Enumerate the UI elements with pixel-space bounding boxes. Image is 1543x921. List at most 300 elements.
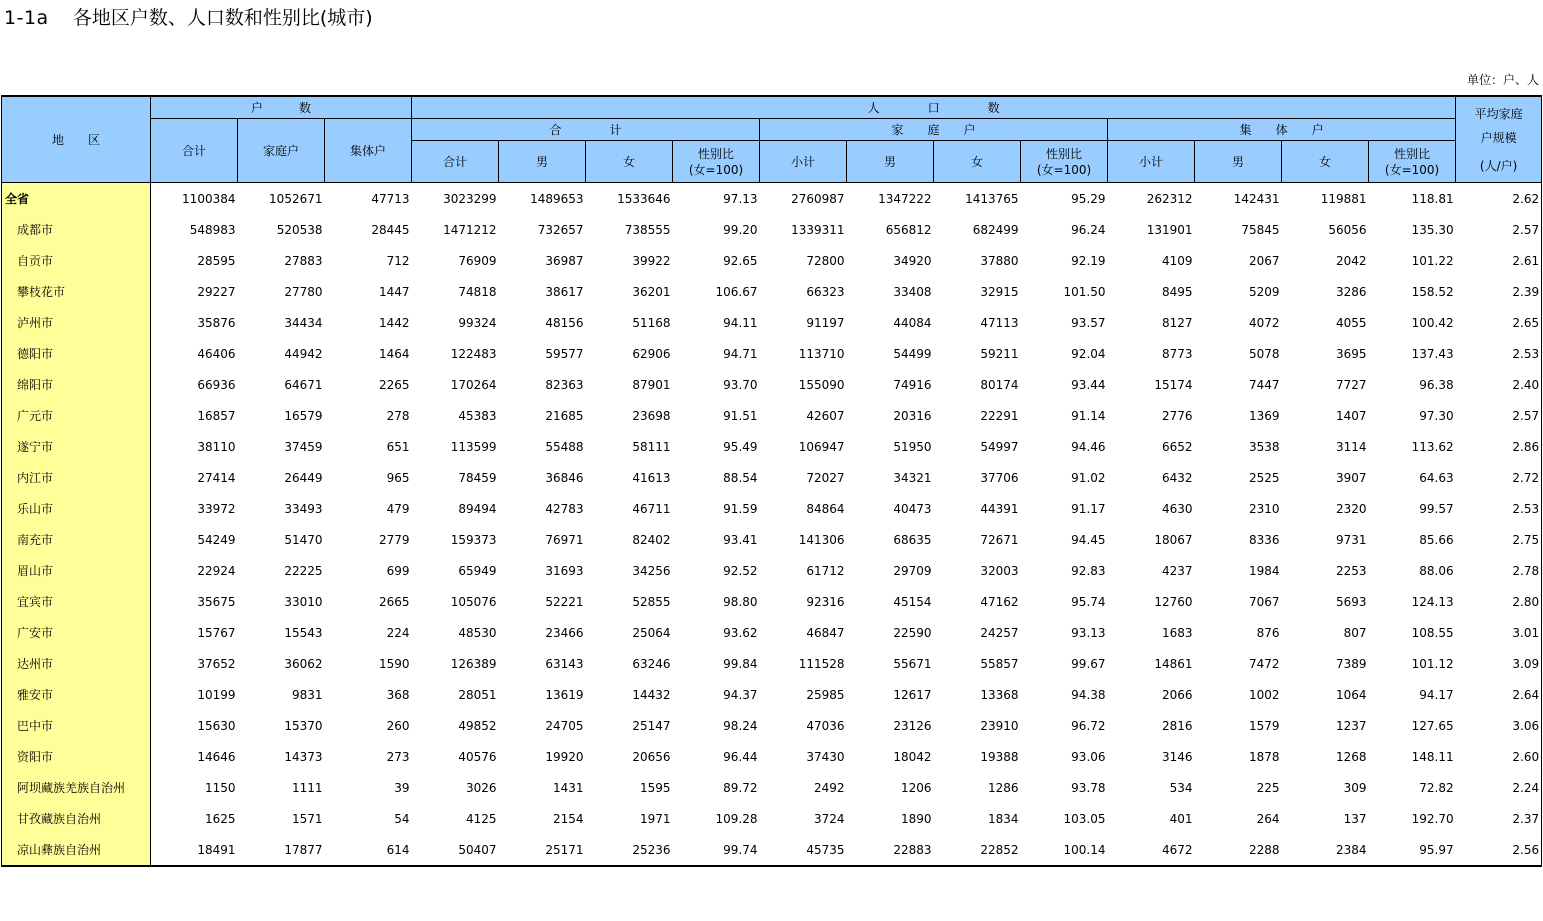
data-cell: 99324 xyxy=(458,315,497,330)
data-cell: 25064 xyxy=(632,625,671,640)
data-cell: 2.75 xyxy=(1456,524,1542,555)
data-cell: 34321 xyxy=(893,470,932,485)
data-cell: 2779 xyxy=(378,532,410,547)
data-cell: 38110 xyxy=(197,439,236,454)
data-cell: 656812 xyxy=(885,222,932,237)
data-cell: 3146 xyxy=(1161,749,1193,764)
data-cell: 38617 xyxy=(545,284,584,299)
data-cell: 87901 xyxy=(632,377,671,392)
data-cell: 651 xyxy=(386,439,410,454)
data-cell: 1971 xyxy=(639,811,671,826)
data-cell: 47713 xyxy=(371,191,410,206)
data-cell: 6652 xyxy=(1161,439,1193,454)
table-row xyxy=(2,400,1542,431)
data-cell: 5209 xyxy=(1248,284,1280,299)
data-cell: 22924 xyxy=(197,563,236,578)
data-cell: 2.56 xyxy=(1456,834,1542,866)
region-name-cell: 凉山彝族自治州 xyxy=(2,834,151,866)
data-cell: 94.17 xyxy=(1419,687,1454,702)
data-cell: 93.13 xyxy=(1071,625,1106,640)
data-cell: 105076 xyxy=(450,594,497,609)
data-cell: 262312 xyxy=(1146,191,1193,206)
table-row xyxy=(2,214,1542,245)
data-cell: 22291 xyxy=(980,408,1019,423)
data-cell: 3724 xyxy=(813,811,845,826)
data-cell: 2.86 xyxy=(1456,431,1542,462)
data-cell: 3907 xyxy=(1335,470,1367,485)
table-title: 各地区户数、人口数和性别比(城市) xyxy=(72,7,373,29)
unit-label: 单位：户、人 xyxy=(1466,73,1539,87)
data-cell: 101.50 xyxy=(1063,284,1106,299)
table-row xyxy=(2,741,1542,772)
data-cell: 72027 xyxy=(806,470,845,485)
data-cell: 49852 xyxy=(458,718,497,733)
data-cell: 2.37 xyxy=(1456,803,1542,834)
data-cell: 99.67 xyxy=(1071,656,1106,671)
data-cell: 27780 xyxy=(284,284,323,299)
data-cell: 712 xyxy=(386,253,410,268)
data-cell: 61712 xyxy=(806,563,845,578)
data-cell: 158.52 xyxy=(1411,284,1454,299)
header-sex-ratio-note: (女=100) xyxy=(1384,162,1440,177)
data-cell: 34920 xyxy=(893,253,932,268)
table-row xyxy=(2,245,1542,276)
data-cell: 42607 xyxy=(806,408,845,423)
data-cell: 54249 xyxy=(197,532,236,547)
page-title xyxy=(4,6,373,30)
data-cell: 92.04 xyxy=(1071,346,1106,361)
data-cell: 2776 xyxy=(1161,408,1193,423)
data-cell: 1413765 xyxy=(965,191,1019,206)
data-cell: 51168 xyxy=(632,315,671,330)
data-cell: 876 xyxy=(1256,625,1280,640)
data-cell: 96.72 xyxy=(1071,718,1106,733)
data-cell: 1834 xyxy=(987,811,1019,826)
data-cell: 3114 xyxy=(1335,439,1367,454)
data-cell: 15370 xyxy=(284,718,323,733)
data-cell: 106947 xyxy=(798,439,845,454)
data-cell: 23698 xyxy=(632,408,671,423)
data-cell: 40576 xyxy=(458,749,497,764)
data-cell: 534 xyxy=(1169,780,1193,795)
header-male: 男 xyxy=(847,141,934,183)
data-cell: 33972 xyxy=(197,501,236,516)
data-cell: 58111 xyxy=(632,439,671,454)
header-avg-mid: 户规模 xyxy=(1480,130,1517,145)
data-cell: 109.28 xyxy=(715,811,758,826)
data-cell: 8773 xyxy=(1161,346,1193,361)
region-name-cell: 广安市 xyxy=(2,617,151,648)
data-cell: 5693 xyxy=(1335,594,1367,609)
data-cell: 37880 xyxy=(980,253,1019,268)
data-cell: 33493 xyxy=(284,501,323,516)
data-cell: 7067 xyxy=(1248,594,1280,609)
data-cell: 14373 xyxy=(284,749,323,764)
data-cell: 25236 xyxy=(586,834,673,866)
data-cell: 4630 xyxy=(1161,501,1193,516)
data-cell: 34256 xyxy=(632,563,671,578)
data-cell: 80174 xyxy=(980,377,1019,392)
data-cell: 88.54 xyxy=(723,470,758,485)
table-row-total xyxy=(2,183,1542,215)
data-cell: 19920 xyxy=(545,749,584,764)
data-cell: 131901 xyxy=(1146,222,1193,237)
data-cell: 1286 xyxy=(987,780,1019,795)
data-cell: 1431 xyxy=(552,780,584,795)
data-cell: 72.82 xyxy=(1419,780,1454,795)
table-row xyxy=(2,710,1542,741)
data-cell: 9731 xyxy=(1335,532,1367,547)
data-cell: 1100384 xyxy=(182,191,236,206)
data-cell: 3695 xyxy=(1335,346,1367,361)
data-cell: 124.13 xyxy=(1411,594,1454,609)
data-cell: 108.55 xyxy=(1411,625,1454,640)
data-cell: 27883 xyxy=(284,253,323,268)
data-cell: 89494 xyxy=(458,501,497,516)
data-cell: 4055 xyxy=(1335,315,1367,330)
data-cell: 101.22 xyxy=(1411,253,1454,268)
data-cell: 1878 xyxy=(1248,749,1280,764)
data-cell: 2.62 xyxy=(1456,183,1542,215)
data-cell: 52221 xyxy=(545,594,584,609)
data-cell: 51950 xyxy=(893,439,932,454)
data-cell: 36062 xyxy=(284,656,323,671)
data-cell: 141306 xyxy=(798,532,845,547)
data-cell: 7727 xyxy=(1335,377,1367,392)
header-female: 女 xyxy=(586,141,673,183)
data-cell: 91.02 xyxy=(1071,470,1106,485)
data-cell: 12617 xyxy=(893,687,932,702)
data-cell: 91197 xyxy=(806,315,845,330)
data-cell: 44942 xyxy=(284,346,323,361)
data-cell: 1052671 xyxy=(269,191,323,206)
data-cell: 2310 xyxy=(1248,501,1280,516)
data-cell: 520538 xyxy=(276,222,323,237)
header-sex-ratio xyxy=(1021,141,1108,183)
data-cell: 99.20 xyxy=(723,222,758,237)
data-cell: 96.24 xyxy=(1071,222,1106,237)
region-name-cell: 绵阳市 xyxy=(2,369,151,400)
data-cell: 4672 xyxy=(1108,834,1195,866)
data-cell: 965 xyxy=(386,470,410,485)
data-cell: 1339311 xyxy=(791,222,845,237)
data-cell: 75845 xyxy=(1241,222,1280,237)
data-cell: 28595 xyxy=(197,253,236,268)
data-cell: 32915 xyxy=(980,284,1019,299)
data-cell: 1579 xyxy=(1248,718,1280,733)
table-row xyxy=(2,586,1542,617)
header-region: 地 区 xyxy=(2,96,151,183)
data-cell: 24705 xyxy=(545,718,584,733)
data-cell: 2.72 xyxy=(1456,462,1542,493)
data-cell: 1206 xyxy=(900,780,932,795)
data-cell: 135.30 xyxy=(1411,222,1454,237)
data-cell: 72800 xyxy=(806,253,845,268)
data-cell: 2816 xyxy=(1161,718,1193,733)
data-cell: 2384 xyxy=(1282,834,1369,866)
data-cell: 96.38 xyxy=(1419,377,1454,392)
region-name-cell: 全省 xyxy=(2,183,151,215)
data-cell: 1984 xyxy=(1248,563,1280,578)
data-cell: 3.09 xyxy=(1456,648,1542,679)
data-cell: 1683 xyxy=(1161,625,1193,640)
header-population: 人 口 数 xyxy=(412,96,1456,119)
data-cell: 2320 xyxy=(1335,501,1367,516)
region-name-cell: 阿坝藏族羌族自治州 xyxy=(2,772,151,803)
data-cell: 4072 xyxy=(1248,315,1280,330)
data-cell: 2253 xyxy=(1335,563,1367,578)
data-cell: 55671 xyxy=(893,656,932,671)
region-name-cell: 德阳市 xyxy=(2,338,151,369)
data-cell: 33408 xyxy=(893,284,932,299)
header-hh-total: 合计 xyxy=(151,119,238,183)
data-cell: 2066 xyxy=(1161,687,1193,702)
data-cell: 401 xyxy=(1169,811,1193,826)
table-row xyxy=(2,679,1542,710)
data-cell: 51470 xyxy=(284,532,323,547)
data-cell: 91.59 xyxy=(723,501,758,516)
data-cell: 36987 xyxy=(545,253,584,268)
region-name-cell: 宜宾市 xyxy=(2,586,151,617)
data-cell: 1447 xyxy=(378,284,410,299)
data-cell: 22225 xyxy=(284,563,323,578)
data-cell: 8495 xyxy=(1161,284,1193,299)
data-cell: 93.06 xyxy=(1071,749,1106,764)
data-cell: 76971 xyxy=(545,532,584,547)
data-cell: 54499 xyxy=(893,346,932,361)
data-cell: 6432 xyxy=(1161,470,1193,485)
data-cell: 18042 xyxy=(893,749,932,764)
table-row xyxy=(2,555,1542,586)
data-cell: 2.80 xyxy=(1456,586,1542,617)
data-cell: 103.05 xyxy=(1063,811,1106,826)
header-avg-unit: (人/户) xyxy=(1479,158,1518,173)
data-cell: 22852 xyxy=(934,834,1021,866)
data-cell: 55488 xyxy=(545,439,584,454)
data-cell: 100.14 xyxy=(1021,834,1108,866)
data-cell: 4109 xyxy=(1161,253,1193,268)
table-row xyxy=(2,307,1542,338)
data-cell: 72671 xyxy=(980,532,1019,547)
data-cell: 14646 xyxy=(197,749,236,764)
data-cell: 94.38 xyxy=(1071,687,1106,702)
data-cell: 54 xyxy=(394,811,410,826)
data-cell: 92.83 xyxy=(1071,563,1106,578)
data-cell: 8336 xyxy=(1248,532,1280,547)
region-name-cell: 甘孜藏族自治州 xyxy=(2,803,151,834)
data-cell: 126389 xyxy=(450,656,497,671)
data-cell: 699 xyxy=(386,563,410,578)
data-cell: 88.06 xyxy=(1419,563,1454,578)
data-cell: 22883 xyxy=(847,834,934,866)
header-female: 女 xyxy=(934,141,1021,183)
header-subtotal: 小计 xyxy=(1108,141,1195,183)
data-cell: 15174 xyxy=(1154,377,1193,392)
data-cell: 23126 xyxy=(893,718,932,733)
data-cell: 23910 xyxy=(980,718,1019,733)
data-cell: 37706 xyxy=(980,470,1019,485)
data-cell: 82402 xyxy=(632,532,671,547)
data-cell: 40473 xyxy=(893,501,932,516)
header-sex-ratio-label: 性别比 xyxy=(698,146,735,161)
table-row xyxy=(2,617,1542,648)
data-cell: 142431 xyxy=(1233,191,1280,206)
data-cell: 37459 xyxy=(284,439,323,454)
header-male: 男 xyxy=(1195,141,1282,183)
data-cell: 54997 xyxy=(980,439,1019,454)
data-cell: 2.78 xyxy=(1456,555,1542,586)
data-cell: 25985 xyxy=(806,687,845,702)
data-cell: 94.45 xyxy=(1071,532,1106,547)
data-cell: 74916 xyxy=(893,377,932,392)
data-cell: 32003 xyxy=(980,563,1019,578)
table-code: 1-1a xyxy=(4,7,49,29)
data-cell: 4237 xyxy=(1161,563,1193,578)
data-cell: 682499 xyxy=(972,222,1019,237)
data-cell: 34434 xyxy=(284,315,323,330)
data-cell: 62906 xyxy=(632,346,671,361)
data-cell: 28445 xyxy=(371,222,410,237)
data-cell: 95.29 xyxy=(1071,191,1106,206)
header-hh-collective: 集体户 xyxy=(325,119,412,183)
data-cell: 1625 xyxy=(204,811,236,826)
data-cell: 3026 xyxy=(465,780,497,795)
data-cell: 36201 xyxy=(632,284,671,299)
data-cell: 2067 xyxy=(1248,253,1280,268)
table-row xyxy=(2,524,1542,555)
data-cell: 2.53 xyxy=(1456,493,1542,524)
data-cell: 16857 xyxy=(197,408,236,423)
table-row xyxy=(2,493,1542,524)
data-cell: 2.39 xyxy=(1456,276,1542,307)
data-cell: 66936 xyxy=(197,377,236,392)
table-row xyxy=(2,834,1542,866)
data-cell: 1064 xyxy=(1335,687,1367,702)
table-row xyxy=(2,338,1542,369)
data-cell: 78459 xyxy=(458,470,497,485)
data-cell: 24257 xyxy=(980,625,1019,640)
data-cell: 23466 xyxy=(545,625,584,640)
data-cell: 95.97 xyxy=(1369,834,1456,866)
data-cell: 64671 xyxy=(284,377,323,392)
data-cell: 7389 xyxy=(1335,656,1367,671)
data-cell: 225 xyxy=(1256,780,1280,795)
data-cell: 2492 xyxy=(813,780,845,795)
data-cell: 3286 xyxy=(1335,284,1367,299)
data-cell: 95.49 xyxy=(723,439,758,454)
data-cell: 16579 xyxy=(284,408,323,423)
data-cell: 35876 xyxy=(197,315,236,330)
data-cell: 17877 xyxy=(238,834,325,866)
data-cell: 35675 xyxy=(197,594,236,609)
data-cell: 2760987 xyxy=(791,191,845,206)
data-cell: 2.61 xyxy=(1456,245,1542,276)
header-hh-family: 家庭户 xyxy=(238,119,325,183)
data-cell: 91.51 xyxy=(723,408,758,423)
data-cell: 159373 xyxy=(450,532,497,547)
data-cell: 27414 xyxy=(197,470,236,485)
data-cell: 44084 xyxy=(893,315,932,330)
data-cell: 732657 xyxy=(537,222,584,237)
data-cell: 1111 xyxy=(291,780,323,795)
data-cell: 137 xyxy=(1343,811,1367,826)
data-cell: 46711 xyxy=(632,501,671,516)
data-cell: 45735 xyxy=(760,834,847,866)
data-cell: 614 xyxy=(325,834,412,866)
region-name-cell: 遂宁市 xyxy=(2,431,151,462)
data-cell: 111528 xyxy=(798,656,845,671)
data-cell: 29709 xyxy=(893,563,932,578)
data-cell: 91.17 xyxy=(1071,501,1106,516)
data-cell: 94.46 xyxy=(1071,439,1106,454)
data-cell: 807 xyxy=(1343,625,1367,640)
data-cell: 2.64 xyxy=(1456,679,1542,710)
data-cell: 45383 xyxy=(458,408,497,423)
header-sex-ratio-label: 性别比 xyxy=(1046,146,1083,161)
region-name-cell: 南充市 xyxy=(2,524,151,555)
data-cell: 76909 xyxy=(458,253,497,268)
data-cell: 118.81 xyxy=(1411,191,1454,206)
data-cell: 170264 xyxy=(450,377,497,392)
data-cell: 63246 xyxy=(632,656,671,671)
data-cell: 1471212 xyxy=(443,222,497,237)
data-cell: 3538 xyxy=(1248,439,1280,454)
data-cell: 92.19 xyxy=(1071,253,1106,268)
data-cell: 45154 xyxy=(893,594,932,609)
data-cell: 66323 xyxy=(806,284,845,299)
data-cell: 148.11 xyxy=(1411,749,1454,764)
data-cell: 2.60 xyxy=(1456,741,1542,772)
data-cell: 26449 xyxy=(284,470,323,485)
header-avg-top: 平均家庭 xyxy=(1474,106,1523,121)
data-cell: 2.24 xyxy=(1456,772,1542,803)
data-cell: 46847 xyxy=(806,625,845,640)
data-cell: 39 xyxy=(394,780,410,795)
data-cell: 28051 xyxy=(458,687,497,702)
data-cell: 94.11 xyxy=(723,315,758,330)
data-cell: 82363 xyxy=(545,377,584,392)
data-cell: 97.30 xyxy=(1419,408,1454,423)
data-cell: 99.84 xyxy=(723,656,758,671)
data-cell: 1237 xyxy=(1335,718,1367,733)
data-cell: 155090 xyxy=(798,377,845,392)
data-cell: 91.14 xyxy=(1071,408,1106,423)
data-cell: 113.62 xyxy=(1411,439,1454,454)
data-cell: 93.70 xyxy=(723,377,758,392)
table-body xyxy=(2,183,1542,867)
region-name-cell: 达州市 xyxy=(2,648,151,679)
data-cell: 15767 xyxy=(197,625,236,640)
data-cell: 85.66 xyxy=(1419,532,1454,547)
data-cell: 31693 xyxy=(545,563,584,578)
data-cell: 278 xyxy=(386,408,410,423)
data-cell: 1464 xyxy=(378,346,410,361)
data-cell: 479 xyxy=(386,501,410,516)
data-cell: 21685 xyxy=(545,408,584,423)
data-cell: 97.13 xyxy=(723,191,758,206)
data-cell: 42783 xyxy=(545,501,584,516)
data-cell: 12760 xyxy=(1154,594,1193,609)
data-cell: 64.63 xyxy=(1419,470,1454,485)
data-cell: 39922 xyxy=(632,253,671,268)
data-cell: 7472 xyxy=(1248,656,1280,671)
data-table xyxy=(1,95,1542,867)
data-cell: 1590 xyxy=(378,656,410,671)
data-cell: 92316 xyxy=(806,594,845,609)
data-cell: 368 xyxy=(386,687,410,702)
data-cell: 41613 xyxy=(632,470,671,485)
data-cell: 2.57 xyxy=(1456,400,1542,431)
